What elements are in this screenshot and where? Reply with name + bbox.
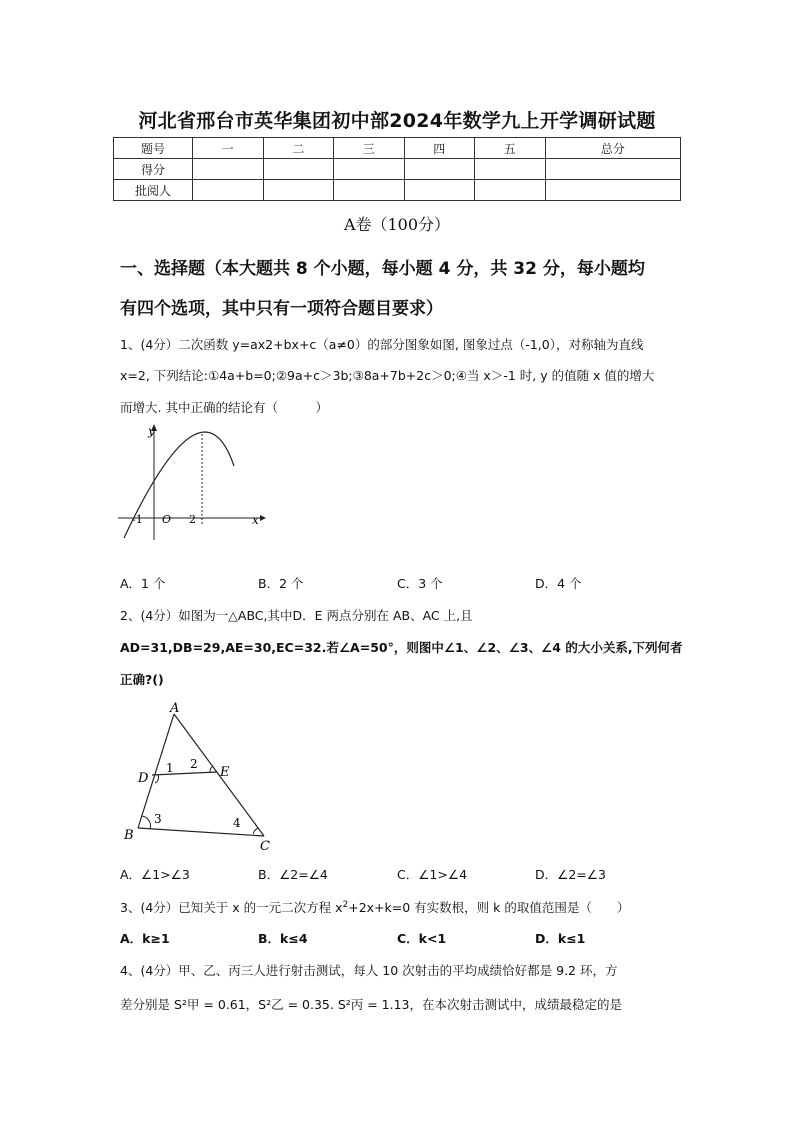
- x-axis-label: x: [252, 513, 259, 527]
- table-cell: 五: [475, 138, 546, 159]
- angle-1-arc: [155, 775, 159, 783]
- x-axis-arrow: [260, 515, 266, 521]
- table-cell: [404, 180, 475, 201]
- q2-triangle-figure: [118, 696, 278, 852]
- table-cell: [475, 180, 546, 201]
- q3-option-c: C．k<1: [397, 931, 447, 946]
- table-cell: [193, 159, 264, 180]
- segment-de: [152, 772, 217, 775]
- q3-text-post: +2x+k=0 有实数根，则 k 的取值范围是（ ）: [348, 900, 630, 915]
- origin-label: O: [162, 513, 172, 526]
- vertex-b-label: B: [124, 828, 134, 843]
- table-cell: [404, 159, 475, 180]
- table-cell: 总分: [545, 138, 681, 159]
- table-cell: [263, 180, 334, 201]
- table-row: [114, 138, 681, 159]
- q1-option-d: D．4 个: [535, 576, 582, 591]
- q3-option-b: B．k≤4: [258, 931, 308, 946]
- table-cell: 三: [334, 138, 405, 159]
- tick-label-2: 2: [189, 513, 196, 526]
- table-cell: 得分: [114, 159, 193, 180]
- angle-3-label: 3: [154, 812, 162, 826]
- point-e-label: E: [220, 765, 230, 780]
- table-cell: 批阅人: [114, 180, 193, 201]
- q3-text-pre: 3、(4分）已知关于 x 的一元二次方程 x: [120, 900, 343, 915]
- q1-line2: x=2, 下列结论:①4a+b=0;②9a+c＞3b;③8a+7b+2c＞0;④当 x＞-1 时, y 的值随 x 值的增大: [120, 368, 655, 383]
- q2-line3: 正确?(): [120, 672, 164, 687]
- section-heading-line1: 一、选择题（本大题共 8 个小题，每小题 4 分，共 32 分，每小题均: [120, 259, 645, 279]
- point-d-label: D: [138, 771, 149, 786]
- q3-line: [120, 898, 690, 916]
- volume-heading: A卷（100分）: [343, 215, 451, 234]
- q2-line2: AD=31,DB=29,AE=30,EC=32.若∠A=50°，则图中∠1、∠2、∠3、∠4 的大小关系,下列何者: [120, 640, 683, 655]
- angle-2-label: 2: [190, 757, 198, 771]
- table-cell: 题号: [114, 138, 193, 159]
- angle-2-arc: [210, 766, 213, 772]
- table-cell: [545, 159, 681, 180]
- q4-line1: 4、(4分）甲、乙、丙三人进行射击测试，每人 10 次射击的平均成绩恰好都是 9.2 环，方: [120, 963, 618, 978]
- q3-superscript: 2: [342, 900, 349, 910]
- table-cell: [263, 159, 334, 180]
- side-bc: [138, 828, 264, 836]
- q3-option-a: A．k≥1: [120, 931, 170, 946]
- q1-option-a: A．1 个: [120, 576, 166, 591]
- q4-line2: 差分别是 S²甲 = 0.61，S²乙 = 0.35. S²丙 = 1.13，在本次射击测试中，成绩最稳定的是: [120, 997, 623, 1012]
- q1-line3: 而增大. 其中正确的结论有（ ）: [120, 400, 328, 415]
- table-cell: 四: [404, 138, 475, 159]
- table-row: [114, 180, 681, 201]
- q1-option-b: B．2 个: [258, 576, 304, 591]
- vertex-c-label: C: [260, 839, 270, 852]
- q2-option-b: B．∠2=∠4: [258, 867, 328, 882]
- table-cell: 一: [193, 138, 264, 159]
- vertex-a-label: A: [170, 701, 180, 716]
- table-cell: [545, 180, 681, 201]
- table-cell: [334, 180, 405, 201]
- q1-option-c: C．3 个: [397, 576, 443, 591]
- angle-3-arc: [142, 816, 150, 829]
- score-table: [113, 137, 681, 201]
- table-cell: [334, 159, 405, 180]
- table-cell: 二: [263, 138, 334, 159]
- section-heading-line2: 有四个选项，其中只有一项符合题目要求）: [120, 299, 443, 319]
- tick-label-neg1: -1: [132, 513, 143, 526]
- side-ac: [174, 714, 264, 836]
- table-row: [114, 159, 681, 180]
- q3-option-d: D．k≤1: [535, 931, 586, 946]
- page-title: 河北省邢台市英华集团初中部2024年数学九上开学调研试题: [138, 110, 656, 132]
- q2-option-a: A．∠1>∠3: [120, 867, 190, 882]
- q2-line1: 2、(4分）如图为一△ABC,其中D．E 两点分别在 AB、AC 上,且: [120, 608, 473, 623]
- table-cell: [475, 159, 546, 180]
- q1-parabola-graph: [112, 420, 272, 544]
- angle-4-label: 4: [233, 816, 241, 830]
- q1-line1: 1、(4分）二次函数 y=ax2+bx+c（a≠0）的部分图象如图, 图象过点（-1,0），对称轴为直线: [120, 337, 644, 352]
- y-axis-label: y: [148, 424, 155, 438]
- table-cell: [193, 180, 264, 201]
- angle-4-arc: [253, 828, 258, 834]
- q2-option-c: C．∠1>∠4: [397, 867, 468, 882]
- angle-1-label: 1: [166, 761, 174, 775]
- q2-option-d: D．∠2=∠3: [535, 867, 606, 882]
